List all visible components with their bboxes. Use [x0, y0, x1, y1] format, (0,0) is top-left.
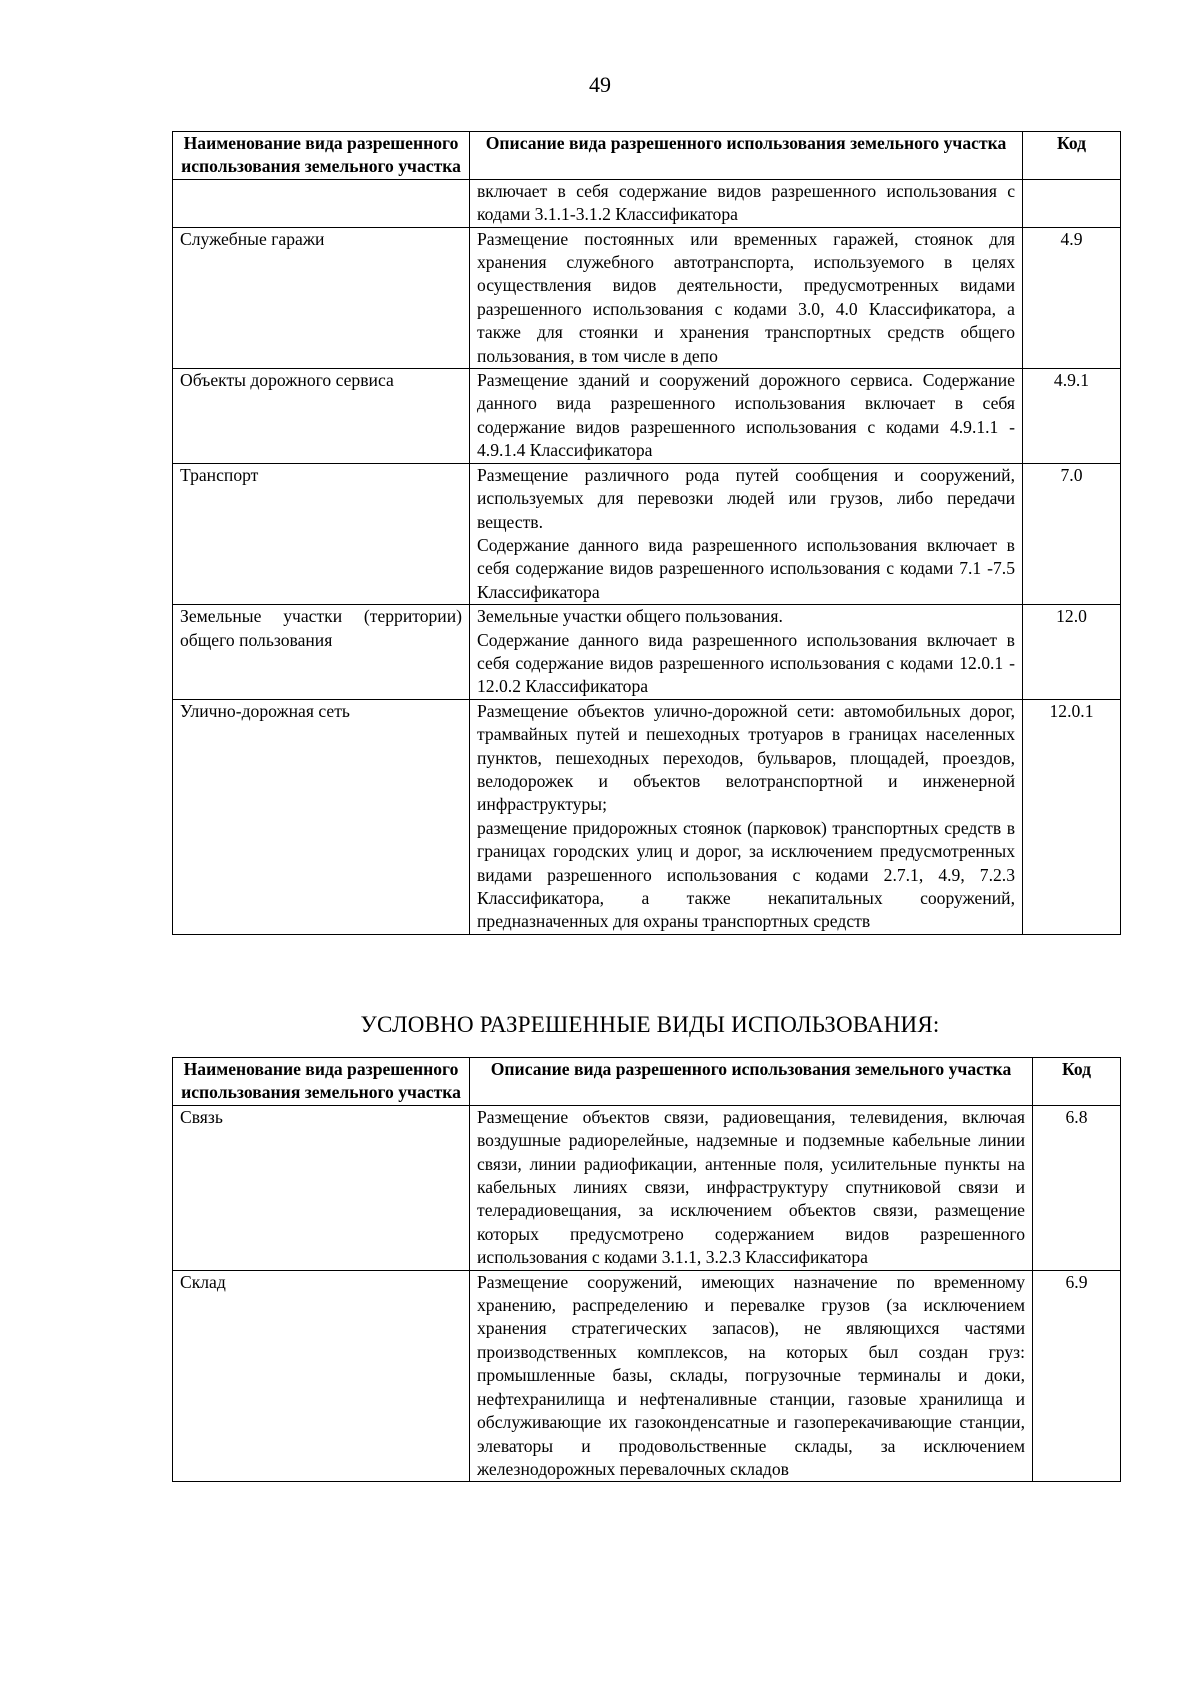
table-row	[173, 699, 1121, 934]
description-paragraph: Размещение объектов улично-дорожной сети: автомобильных дорог, трамвайных путей и пешеходных тротуаров в границах населенных пунктов, пешеходных переходов, бульваров, площадей, проездов, велодорожек и объектов велотранспортной и инженерной инфраструктуры;	[477, 700, 1015, 815]
row-code: 6.9	[1033, 1270, 1121, 1482]
description-paragraph: Размещение постоянных или временных гаражей, стоянок для хранения служебного автотранспорта, используемого в целях осуществления видов деятельности, предусмотренных видами разрешенного использования с кодами 3.0, 4.0 Классификатора, а также для стоянки и хранения транспортных средств общего пользования, в том числе в депо	[477, 228, 1015, 366]
description-paragraph: Размещение зданий и сооружений дорожного сервиса. Содержание данного вида разрешенного использования включает в себя содержание видов разрешенного использования с кодами 4.9.1.1 - 4.9.1.4 Классификатора	[477, 370, 1015, 461]
header-code: Код	[1033, 1058, 1121, 1106]
description-paragraph: Земельные участки общего пользования.	[477, 606, 783, 627]
table-row	[173, 605, 1121, 700]
table-row	[173, 369, 1121, 464]
row-code: 4.9.1	[1023, 369, 1121, 464]
description-paragraph: Содержание данного вида разрешенного использования включает в себя содержание видов разрешенного использования с кодами 7.1 -7.5 Классификатора	[477, 534, 1015, 602]
row-name: Связь	[173, 1105, 470, 1270]
row-description	[470, 699, 1023, 934]
table-row	[173, 1105, 1121, 1270]
row-description	[470, 1270, 1033, 1482]
row-code: 12.0.1	[1023, 699, 1121, 934]
header-description: Описание вида разрешенного использования земельного участка	[470, 1058, 1033, 1106]
description-paragraph: Размещение объектов связи, радиовещания, телевидения, включая воздушные радиорелейные, надземные и подземные кабельные линии связи, линии радиофикации, антенные поля, усилительные пункты на кабельных линиях связи, инфраструктуру спутниковой связи и телерадиовещания, за исключением объектов связи, размещение которых предусмотрено содержанием видов разрешенного использования с кодами 3.1.1, 3.2.3 Классификатора	[477, 1106, 1025, 1268]
table-row	[173, 463, 1121, 604]
row-code: 6.8	[1033, 1105, 1121, 1270]
page-number: 49	[589, 72, 611, 97]
description-paragraph: включает в себя содержание видов разрешенного использования с кодами 3.1.1-3.1.2 Классификатора	[477, 180, 1015, 225]
header-name: Наименование вида разрешенного использования земельного участка	[173, 132, 470, 180]
row-code: 7.0	[1023, 463, 1121, 604]
row-description	[470, 179, 1023, 227]
row-name: Служебные гаражи	[173, 227, 470, 368]
row-description	[470, 463, 1023, 604]
row-description	[470, 1105, 1033, 1270]
row-name: Объекты дорожного сервиса	[173, 369, 470, 464]
row-code: 4.9	[1023, 227, 1121, 368]
header-name: Наименование вида разрешенного использования земельного участка	[173, 1058, 470, 1106]
description-paragraph: размещение придорожных стоянок (парковок) транспортных средств в границах городских улиц и дорог, за исключением предусмотренных видами разрешенного использования с кодами 2.7.1, 4.9, 7.2.3 Классификатора, а также некапитальных сооружений, предназначенных для охраны транспортных средств	[477, 817, 1015, 932]
table-row	[173, 227, 1121, 368]
description-paragraph: Размещение различного рода путей сообщения и сооружений, используемых для перевозки людей или грузов, либо передачи веществ.	[477, 464, 1015, 532]
table-header	[173, 132, 1121, 180]
conditional-uses-table	[172, 1057, 1121, 1482]
row-code	[1023, 179, 1121, 227]
row-description	[470, 605, 1023, 700]
row-name: Транспорт	[173, 463, 470, 604]
section-heading: УСЛОВНО РАЗРЕШЕННЫЕ ВИДЫ ИСПОЛЬЗОВАНИЯ:	[360, 1012, 940, 1037]
table-header	[173, 1058, 1121, 1106]
table-row	[173, 179, 1121, 227]
description-paragraph: Размещение сооружений, имеющих назначение по временному хранению, распределению и перевалке грузов (за исключением хранения стратегических запасов), не являющихся частями производственных комплексов, на которых был создан груз: промышленные базы, склады, погрузочные терминалы и доки, нефтехранилища и нефтеналивные станции, газовые хранилища и обслуживающие их газоконденсатные и газоперекачивающие станции, элеваторы и продовольственные склады, за исключением железнодорожных перевалочных складов	[477, 1271, 1025, 1479]
row-description	[470, 369, 1023, 464]
row-code: 12.0	[1023, 605, 1121, 700]
header-description: Описание вида разрешенного использования земельного участка	[470, 132, 1023, 180]
table-row	[173, 1270, 1121, 1482]
row-name	[173, 179, 470, 227]
description-paragraph: Содержание данного вида разрешенного использования включает в себя содержание видов разрешенного использования с кодами 12.0.1 - 12.0.2 Классификатора	[477, 629, 1015, 697]
row-name: Склад	[173, 1270, 470, 1482]
row-name: Земельные участки (территории) общего пользования	[173, 605, 470, 700]
row-name: Улично-дорожная сеть	[173, 699, 470, 934]
header-code: Код	[1023, 132, 1121, 180]
row-description	[470, 227, 1023, 368]
permitted-uses-table	[172, 131, 1121, 935]
